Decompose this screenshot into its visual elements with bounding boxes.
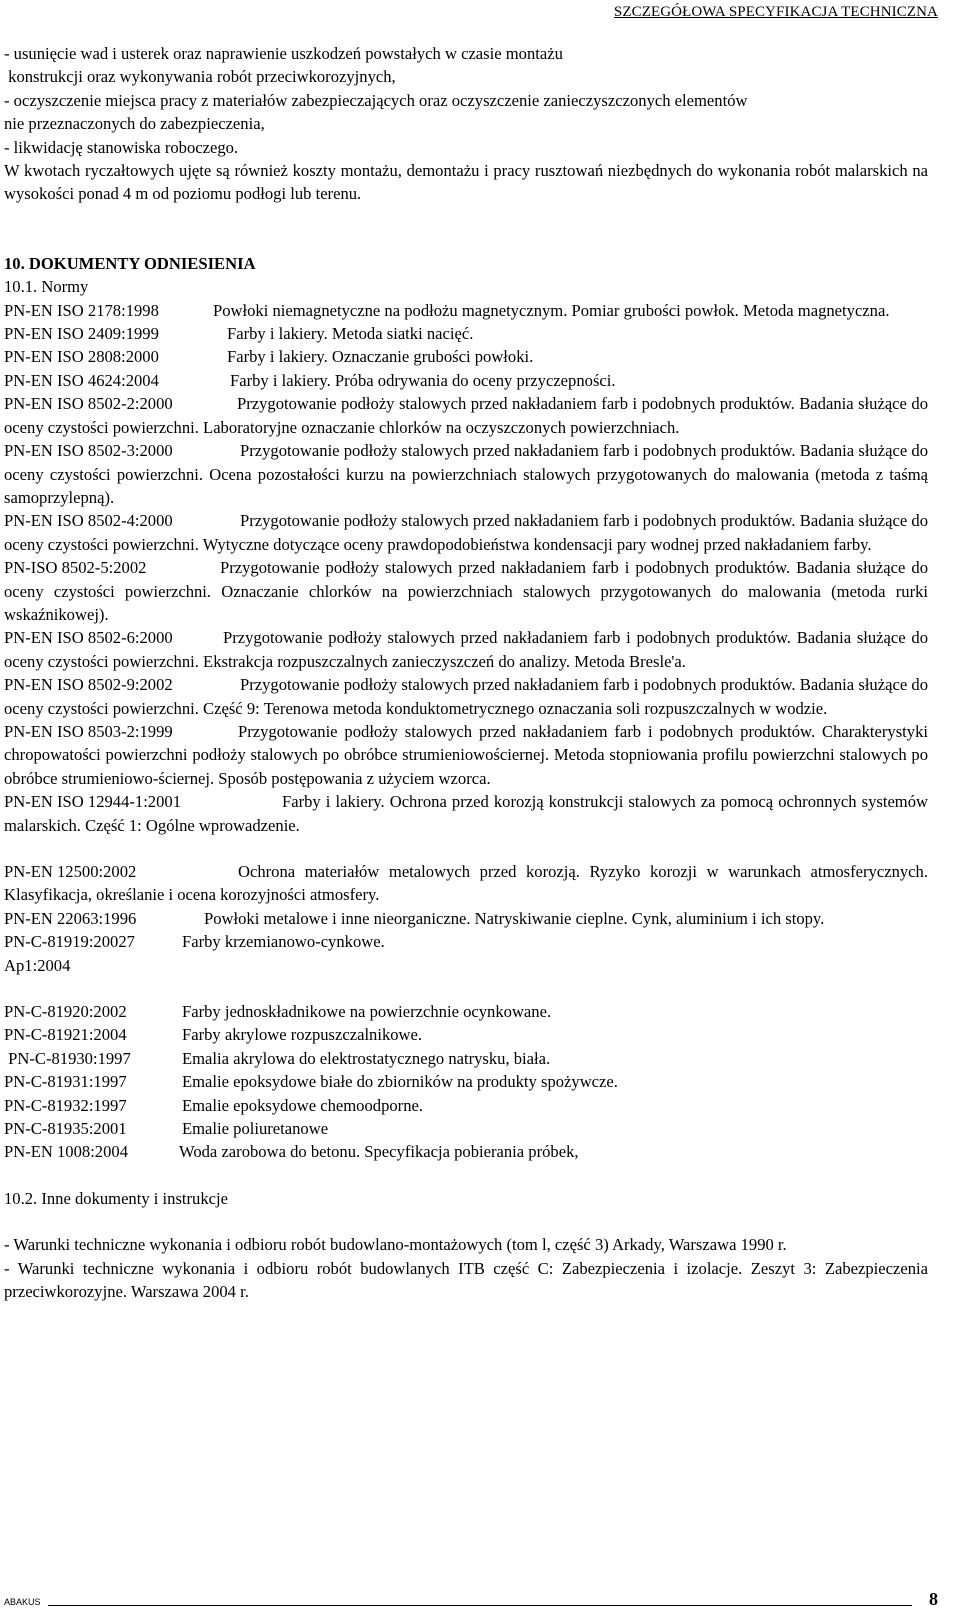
- standard-code: PN-ISO 8502-5:2002: [4, 558, 147, 578]
- standard-code: PN-EN 12500:2002: [4, 862, 137, 881]
- standard-entry: [4, 1070, 928, 1093]
- standard-description: Farby i lakiery. Metoda siatki nacięć.: [227, 324, 474, 344]
- footer-rule: [48, 1605, 912, 1606]
- standards-list-b: [4, 860, 928, 977]
- standard-entry: [4, 1140, 928, 1163]
- standard-entry: [4, 556, 928, 626]
- standard-description: Farby krzemianowo-cynkowe.: [182, 932, 385, 952]
- standard-description: Emalia akrylowa do elektrostatycznego natrysku, biała.: [182, 1048, 551, 1068]
- intro-line: nie przeznaczonych do zabezpieczenia,: [4, 114, 265, 134]
- standard-code: PN-EN ISO 2178:1998: [4, 300, 159, 320]
- standard-description: Powłoki niemagnetyczne na podłożu magnetycznym. Pomiar grubości powłok. Metoda magnetyczna.: [213, 300, 890, 320]
- standard-description: Emalie poliuretanowe: [182, 1119, 329, 1139]
- other-document: - Warunki techniczne wykonania i odbioru robót budowlano-montażowych (tom l, część 3) Arkady, Warszawa 1990 r.: [4, 1235, 787, 1255]
- standard-description: Przygotowanie podłoży stalowych przed nakładaniem farb i podobnych produktów. Badania służące do oceny czystości powierzchni. Część 9: Terenowa metoda konduktometrycznego oznaczania soli rozpuszczalnych w wodzie.: [4, 675, 928, 718]
- intro-line: - usunięcie wad i usterek oraz naprawienie uszkodzeń powstałych w czasie montażu: [4, 44, 563, 63]
- standard-code: PN-EN ISO 8503-2:1999: [4, 721, 173, 741]
- intro-line: - likwidację stanowiska roboczego.: [4, 137, 239, 157]
- subsection-title-norms: 10.1. Normy: [4, 277, 89, 297]
- standard-entry: [4, 299, 928, 322]
- section-title: 10. DOKUMENTY ODNIESIENIA: [4, 253, 256, 273]
- standard-description: Farby akrylowe rozpuszczalnikowe.: [182, 1025, 423, 1045]
- standard-entry: [4, 673, 928, 720]
- standard-description: Przygotowanie podłoży stalowych przed nakładaniem farb i podobnych produktów. Badania służące do oceny czystości powierzchni. Ocena pozostałości kurzu na powierzchniach stalowych przygotowanych do malowania (metoda z taśmą samoprzylepną).: [4, 441, 928, 507]
- standard-entry: [4, 1047, 928, 1070]
- standard-description: Przygotowanie podłoży stalowych przed nakładaniem farb i podobnych produktów. Badania służące do oceny czystości powierzchni. Oznaczanie chlorków na powierzchniach stalowych przygotowanych do malowania (metoda rurki wskaźnikowej).: [4, 558, 928, 624]
- standard-entry: [4, 907, 928, 930]
- standard-entry: [4, 322, 928, 345]
- standard-code: PN-C-81935:2001: [4, 1119, 127, 1139]
- document-body: [4, 42, 928, 1304]
- standard-description: Emalie epoksydowe białe do zbiorników na produkty spożywcze.: [182, 1072, 618, 1092]
- standard-code: PN-EN ISO 4624:2004: [4, 370, 159, 390]
- intro-paragraph: W kwotach ryczałtowych ujęte są również koszty montażu, demontażu i pracy rusztowań niezbędnych do wykonania robót malarskich na wysokości ponad 4 m od poziomu podłogi lub terenu.: [4, 161, 928, 204]
- standard-code: PN-EN ISO 12944-1:2001: [4, 792, 181, 812]
- page-footer: [4, 1584, 938, 1610]
- other-document: - Warunki techniczne wykonania i odbioru robót budowlanych ITB część C: Zabezpieczenia i izolacje. Zeszyt 3: Zabezpieczenia przeciwkorozyjne. Warszawa 2004 r.: [4, 1258, 928, 1302]
- intro-line: konstrukcji oraz wykonywania robót przeciwkorozyjnych,: [4, 67, 396, 87]
- standard-description: Przygotowanie podłoży stalowych przed nakładaniem farb i podobnych produktów. Badania służące do oceny czystości powierzchni. Laboratoryjne oznaczanie chlorków na oczyszczonych powierzchniach.: [4, 394, 928, 437]
- standard-code: PN-C-81921:2004: [4, 1025, 127, 1045]
- standard-code: PN-EN 1008:2004: [4, 1142, 128, 1162]
- standard-code: Ap1:2004: [4, 955, 71, 975]
- page-number: 8: [929, 1589, 938, 1609]
- intro-line: - oczyszczenie miejsca pracy z materiałów zabezpieczających oraz oczyszczenie zanieczyszczonych elementów: [4, 90, 748, 110]
- standard-code: PN-EN ISO 8502-6:2000: [4, 628, 173, 648]
- standard-entry: [4, 1117, 928, 1140]
- standard-code: PN-EN ISO 8502-4:2000: [4, 511, 173, 531]
- standard-code: PN-EN ISO 2808:2000: [4, 347, 159, 367]
- standard-code: PN-C-81919:20027: [4, 932, 135, 952]
- standard-entry: [4, 392, 928, 439]
- standard-entry: [4, 1094, 928, 1117]
- standards-list-c: [4, 1000, 928, 1164]
- standard-description: Emalie epoksydowe chemoodporne.: [182, 1095, 423, 1115]
- standard-entry: [4, 509, 928, 556]
- standard-code: PN-C-81920:2002: [4, 1002, 127, 1022]
- footer-company: ABAKUS: [4, 1597, 41, 1607]
- standard-description: Farby i lakiery. Ochrona przed korozją konstrukcji stalowych za pomocą ochronnych systemów malarskich. Część 1: Ogólne wprowadzenie.: [4, 792, 928, 835]
- subsection-title-other: 10.2. Inne dokumenty i instrukcje: [4, 1188, 228, 1208]
- standard-entry: [4, 720, 928, 790]
- standard-description: Farby i lakiery. Oznaczanie grubości powłoki.: [227, 347, 534, 367]
- standard-entry: [4, 930, 928, 953]
- standard-code: PN-EN ISO 2409:1999: [4, 324, 159, 344]
- standard-entry: [4, 626, 928, 673]
- standard-entry: [4, 439, 928, 509]
- standard-entry: [4, 345, 928, 368]
- standard-code: PN-EN ISO 8502-9:2002: [4, 675, 173, 695]
- standard-code: PN-C-81931:1997: [4, 1072, 127, 1092]
- standard-description: Przygotowanie podłoży stalowych przed nakładaniem farb i podobnych produktów. Charakterystyki chropowatości powierzchni podłoży stalowych po obróbce strumieniowościernej. Metoda stopniowania profilu powierzchni stalowych po obróbce strumieniowo-ściernej. Sposób postępowania z użyciem wzorca.: [4, 721, 928, 788]
- standard-description: Przygotowanie podłoży stalowych przed nakładaniem farb i podobnych produktów. Badania służące do oceny czystości powierzchni. Ekstrakcja rozpuszczalnych zanieczyszczeń do analizy. Metoda Bresle'a.: [4, 628, 928, 671]
- standard-entry: [4, 369, 928, 392]
- standard-entry: [4, 954, 928, 977]
- standard-description: Przygotowanie podłoży stalowych przed nakładaniem farb i podobnych produktów. Badania służące do oceny czystości powierzchni. Wytyczne dotyczące oceny prawdopodobieństwa kondensacji pary wodnej przed nakładaniem farby.: [4, 511, 928, 554]
- standard-code: PN-C-81930:1997: [4, 1048, 131, 1068]
- standard-entry: [4, 1023, 928, 1046]
- standard-description: Farby i lakiery. Próba odrywania do oceny przyczepności.: [230, 370, 616, 390]
- standards-list-a: [4, 299, 928, 837]
- page-header-title: SZCZEGÓŁOWA SPECYFIKACJA TECHNICZNA: [613, 4, 938, 20]
- standard-description: Woda zarobowa do betonu. Specyfikacja pobierania próbek,: [179, 1142, 579, 1162]
- standard-code: PN-EN ISO 8502-3:2000: [4, 441, 173, 461]
- standard-entry: [4, 860, 928, 907]
- standard-code: PN-EN ISO 8502-2:2000: [4, 394, 173, 414]
- standard-entry: [4, 790, 928, 837]
- standard-entry: [4, 1000, 928, 1023]
- standard-description: Ochrona materiałów metalowych przed korozją. Ryzyko korozji w warunkach atmosferycznych. Klasyfikacja, określanie i ocena korozyjności atmosfery.: [4, 862, 928, 905]
- standard-code: PN-EN 22063:1996: [4, 908, 137, 928]
- standard-description: Farby jednoskładnikowe na powierzchnie ocynkowane.: [182, 1002, 552, 1022]
- standard-code: PN-C-81932:1997: [4, 1095, 127, 1115]
- standard-description: Powłoki metalowe i inne nieorganiczne. Natryskiwanie cieplne. Cynk, aluminium i ich stopy.: [204, 908, 825, 928]
